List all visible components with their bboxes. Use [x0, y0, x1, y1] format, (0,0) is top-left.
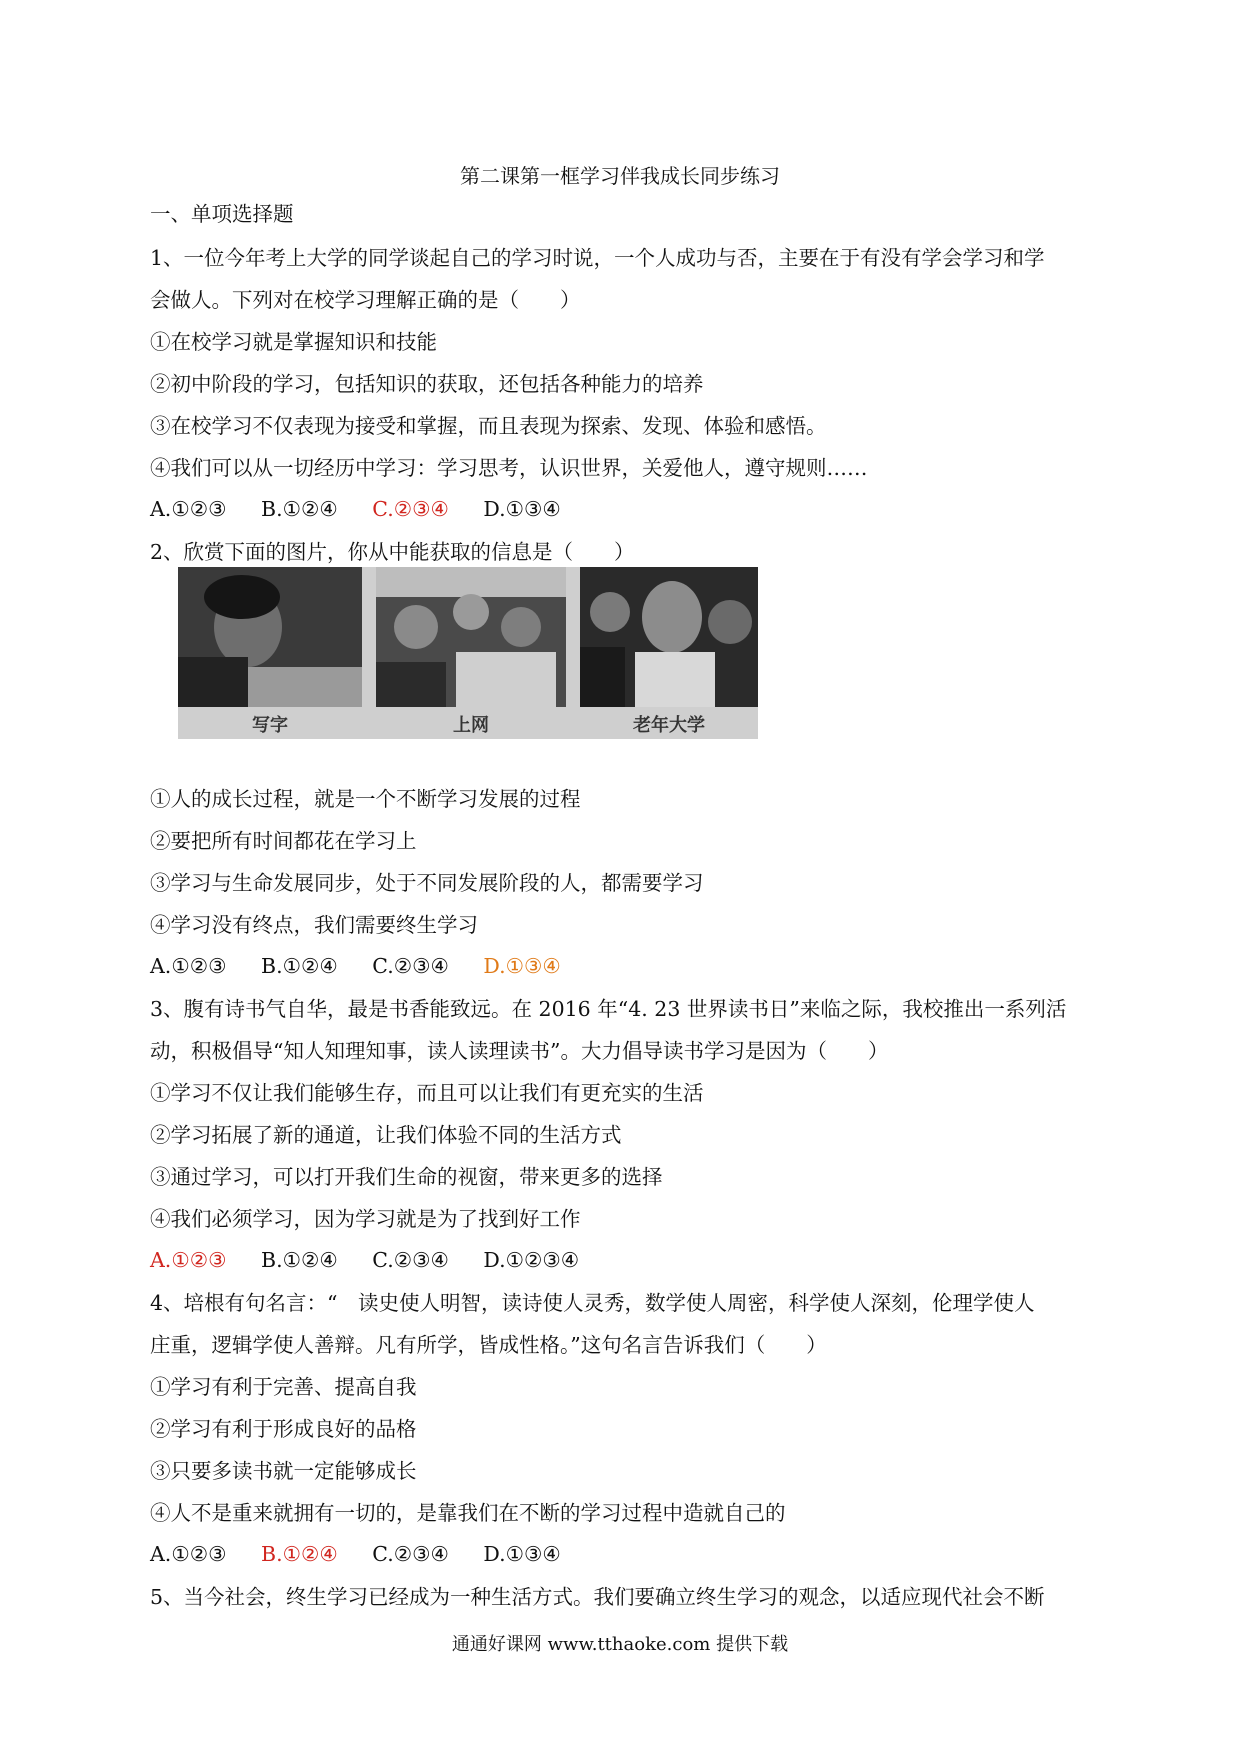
- q4-item-2: ②学习有利于形成良好的品格: [150, 1417, 417, 1441]
- q2-option-d-answer: D.①③④: [483, 954, 561, 978]
- q2-item-3: ③学习与生命发展同步，处于不同发展阶段的人，都需要学习: [150, 871, 704, 895]
- q3-option-a-answer: A.①②③: [150, 1248, 227, 1272]
- q2-stem: 2、欣赏下面的图片，你从中能获取的信息是（ ）: [150, 540, 635, 564]
- q5-stem-line1: 5、当今社会，终生学习已经成为一种生活方式。我们要确立终生学习的观念，以适应现代社会不断: [150, 1585, 1045, 1609]
- caption-writing: 写字: [252, 715, 288, 736]
- q4-stem-line1: 4、培根有句名言：“ 读史使人明智，读诗使人灵秀，数学使人周密，科学使人深刻，伦理学使人: [150, 1291, 1035, 1315]
- q4-option-c: C.②③④: [372, 1542, 449, 1566]
- q4-option-a: A.①②③: [150, 1542, 227, 1566]
- q1-item-4: ④我们可以从一切经历中学习：学习思考，认识世界，关爱他人，遵守规则……: [150, 456, 868, 480]
- q1-item-1: ①在校学习就是掌握知识和技能: [150, 330, 437, 354]
- caption-senior-university: 老年大学: [633, 715, 705, 736]
- q1-stem-line1: 1、一位今年考上大学的同学谈起自己的学习时说，一个人成功与否，主要在于有没有学会学习和学: [150, 246, 1045, 270]
- q2-option-b: B.①②④: [261, 954, 338, 978]
- q1-item-3: ③在校学习不仅表现为接受和掌握，而且表现为探索、发现、体验和感悟。: [150, 414, 827, 438]
- photo-child-writing: [178, 567, 362, 707]
- q1-stem-line2: 会做人。下列对在校学习理解正确的是（ ）: [150, 288, 581, 312]
- q2-option-a: A.①②③: [150, 954, 227, 978]
- q3-options: [150, 1248, 607, 1272]
- q4-stem-line2: 庄重，逻辑学使人善辩。凡有所学，皆成性格。”这句名言告诉我们（ ）: [150, 1333, 827, 1357]
- section-heading: 一、单项选择题: [150, 202, 294, 226]
- q4-item-1: ①学习有利于完善、提高自我: [150, 1375, 417, 1399]
- q3-item-3: ③通过学习，可以打开我们生命的视窗，带来更多的选择: [150, 1165, 663, 1189]
- q3-option-d: D.①②③④: [483, 1248, 580, 1272]
- q1-option-a: A.①②③: [150, 497, 227, 521]
- q3-stem-line1: 3、腹有诗书气自华，最是书香能致远。在 2016 年“4. 23 世界读书日”来临之际，我校推出一系列活: [150, 997, 1067, 1021]
- q2-option-c: C.②③④: [372, 954, 449, 978]
- q3-option-c: C.②③④: [372, 1248, 449, 1272]
- q3-item-4: ④我们必须学习，因为学习就是为了找到好工作: [150, 1207, 581, 1231]
- page-title: 第二课第一框学习伴我成长同步练习: [460, 164, 780, 188]
- photo-kids-internet: [376, 567, 566, 707]
- q1-option-c-answer: C.②③④: [372, 497, 449, 521]
- q3-item-1: ①学习不仅让我们能够生存，而且可以让我们有更充实的生活: [150, 1081, 704, 1105]
- q2-item-4: ④学习没有终点，我们需要终生学习: [150, 913, 478, 937]
- q3-option-b: B.①②④: [261, 1248, 338, 1272]
- q2-options: [150, 954, 589, 978]
- q1-options: [150, 497, 589, 521]
- q4-option-d: D.①③④: [483, 1542, 561, 1566]
- photo-senior-university: [580, 567, 758, 707]
- q3-stem-line2: 动，积极倡导“知人知理知事，读人读理读书”。大力倡导读书学习是因为（ ）: [150, 1039, 889, 1063]
- q1-option-d: D.①③④: [483, 497, 561, 521]
- q2-item-2: ②要把所有时间都花在学习上: [150, 829, 417, 853]
- q3-item-2: ②学习拓展了新的通道，让我们体验不同的生活方式: [150, 1123, 622, 1147]
- q2-item-1: ①人的成长过程，就是一个不断学习发展的过程: [150, 787, 581, 811]
- q4-item-4: ④人不是重来就拥有一切的，是靠我们在不断的学习过程中造就自己的: [150, 1501, 786, 1525]
- q4-option-b-answer: B.①②④: [261, 1542, 338, 1566]
- q1-item-2: ②初中阶段的学习，包括知识的获取，还包括各种能力的培养: [150, 372, 704, 396]
- page-footer: 通通好课网 www.tthaoke.com 提供下载: [451, 1634, 789, 1655]
- q1-option-b: B.①②④: [261, 497, 338, 521]
- q4-item-3: ③只要多读书就一定能够成长: [150, 1459, 417, 1483]
- q4-options: [150, 1542, 589, 1566]
- q2-photo-strip: [178, 567, 758, 739]
- caption-internet: 上网: [453, 715, 489, 736]
